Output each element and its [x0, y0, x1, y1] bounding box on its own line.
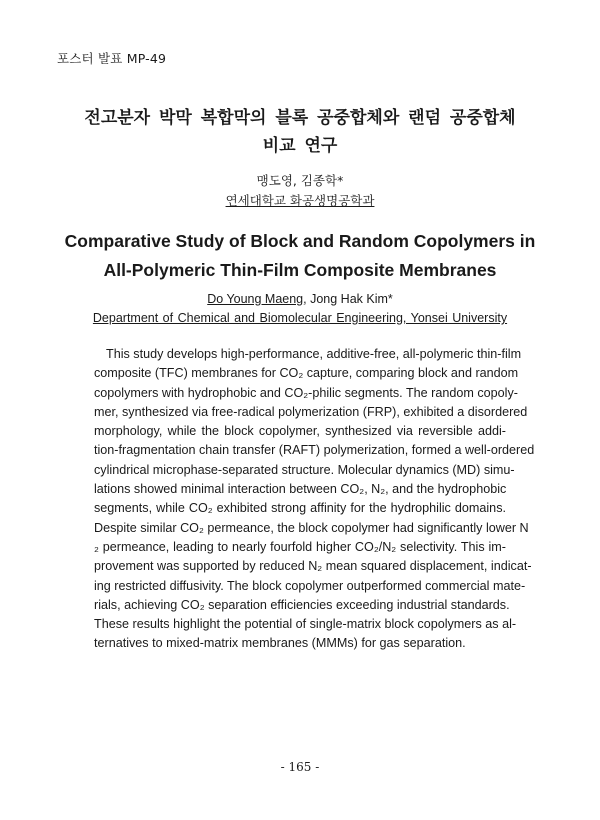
page-number: - 165 - — [280, 760, 320, 774]
abstract-line: provement was supported by reduced N₂ mean squared displacement, indicat- — [94, 559, 532, 574]
co-authors: , Jong Hak Kim* — [303, 292, 393, 306]
korean-authors: 맹도영, 김종학* — [256, 173, 344, 188]
abstract-line: ₂ permeance, leading to nearly fourfold higher CO₂/N₂ selectivity. This im- — [94, 539, 506, 554]
english-affiliation-text: Department of Chemical and Biomolecular Engineering, Yonsei University — [92, 311, 508, 325]
abstract-line: morphology, while the block copolymer, synthesized via reversible addi- — [94, 424, 506, 439]
abstract-line: segments, while CO₂ exhibited strong affinity for the hydrophilic domains. — [94, 501, 506, 516]
abstract-line: mer, synthesized via free-radical polymerization (FRP), exhibited a disordered — [94, 404, 528, 419]
abstract-line: cylindrical microphase-separated structure. Molecular dynamics (MD) simu- — [94, 462, 515, 477]
english-title-line-1: Comparative Study of Block and Random Copolymers in — [64, 231, 536, 251]
english-title — [0, 227, 600, 285]
presenting-author: Do Young Maeng — [207, 292, 304, 306]
abstract-line: ing restricted diffusivity. The block copolymer outperformed commercial mate- — [94, 578, 526, 593]
abstract-body — [94, 345, 535, 654]
english-affiliation — [0, 309, 600, 328]
abstract-line: rials, achieving CO₂ separation efficiencies exceeding industrial standards. — [94, 597, 510, 612]
abstract-line: ternatives to mixed-matrix membranes (MMMs) for gas separation. — [94, 636, 466, 651]
english-title-line-2: All-Polymeric Thin-Film Composite Membranes — [103, 260, 497, 280]
abstract-line: copolymers with hydrophobic and CO₂-philic segments. The random copoly- — [94, 385, 518, 400]
korean-title-line-1: 전고분자 박막 복합막의 블록 공중합체와 랜덤 공중합체 — [84, 108, 516, 128]
korean-title — [0, 104, 600, 160]
korean-affiliation-text: 연세대학교 화공생명공학과 — [225, 193, 375, 208]
abstract-line: lations showed minimal interaction between CO₂, N₂, and the hydrophobic — [94, 482, 507, 497]
abstract-line: Despite similar CO₂ permeance, the block copolymer had significantly lower N — [94, 520, 529, 535]
english-authors — [0, 290, 600, 309]
abstract-line: These results highlight the potential of single-matrix block copolymers as al- — [94, 617, 517, 632]
abstract-line: composite (TFC) membranes for CO₂ capture, comparing block and random — [94, 366, 519, 381]
abstract-line: This study develops high-performance, additive-free, all-polymeric thin-film — [106, 347, 522, 361]
korean-affiliation — [0, 191, 600, 211]
korean-title-line-2: 비교 연구 — [262, 136, 338, 156]
session-label: 포스터 발표 MP-49 — [57, 51, 167, 66]
abstract-line: tion-fragmentation chain transfer (RAFT) polymerization, formed a well-ordered — [94, 443, 535, 458]
